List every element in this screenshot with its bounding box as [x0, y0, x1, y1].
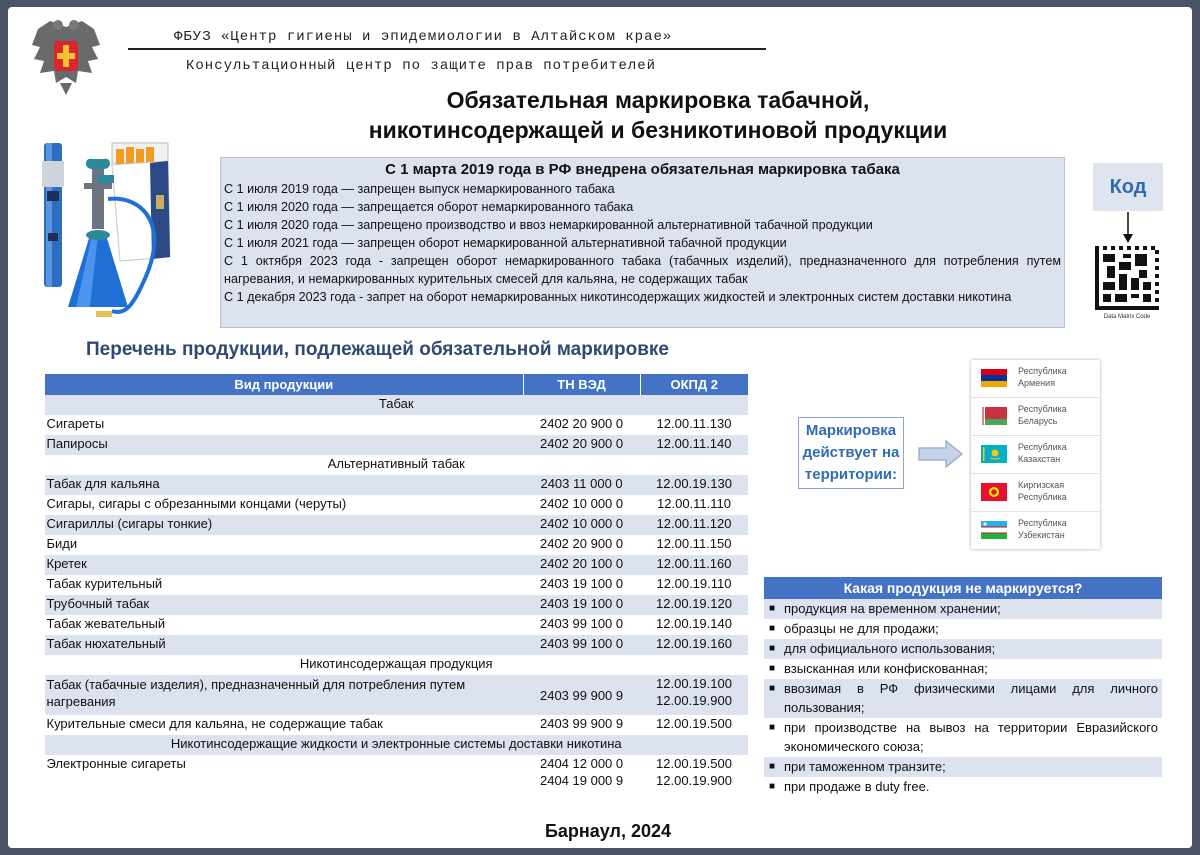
list-item-belarus — [971, 398, 1100, 436]
list-item-text: образцы не для продажи; — [784, 621, 939, 636]
page-title — [298, 85, 1018, 145]
tnved-code: 2402 20 900 0 — [539, 416, 624, 431]
datamatrix-caption: Data Matrix Code — [1103, 314, 1151, 320]
header-divider — [128, 48, 766, 50]
armenia-flag-icon — [981, 369, 1007, 387]
list-item-kazakhstan — [971, 436, 1100, 474]
okpd-code: 12.00.19.500 — [656, 756, 732, 771]
product-name: Кретек — [45, 555, 524, 575]
table-row — [45, 755, 749, 794]
okpd-code: 12.00.19.900 — [656, 773, 732, 788]
section-row — [45, 655, 749, 675]
timeline-heading: С 1 марта 2019 года в РФ внедрена обязательная маркировка табака — [385, 161, 900, 178]
list-item — [764, 757, 1162, 777]
okpd-code: 12.00.11.130 — [656, 416, 732, 431]
title-line-2: никотинсодержащей и безникотиновой продукции — [368, 117, 948, 143]
okpd-code: 12.00.19.140 — [656, 616, 732, 631]
list-item — [764, 599, 1162, 619]
footer-city-year: Барнаул, 2024 — [544, 821, 672, 841]
poster-sheet — [8, 7, 1192, 848]
tnved-code: 2403 11 000 0 — [523, 475, 640, 495]
section-label: Табак — [45, 395, 749, 415]
kazakhstan-flag-icon — [981, 445, 1007, 463]
list-item-kyrgyzstan — [971, 474, 1100, 512]
column-header-product: Вид продукции — [45, 374, 524, 395]
product-name: Сигареты — [46, 416, 105, 431]
okpd-code: 12.00.19.130 — [640, 475, 748, 495]
table-row — [45, 635, 749, 655]
okpd-code: 12.00.19.100 — [656, 676, 732, 691]
tnved-code: 2404 19 000 9 — [539, 773, 624, 788]
product-name: Электронные сигареты — [46, 756, 186, 771]
tnved-code: 2404 12 000 0 — [539, 756, 624, 771]
tnved-code-cell — [523, 755, 640, 794]
okpd-code-cell — [640, 675, 748, 715]
consultation-center-name: Консультационный центр по защите прав потребителей — [186, 58, 657, 74]
column-header-tnved: ТН ВЭД — [523, 374, 640, 395]
timeline-item: С 1 июля 2019 года — запрещен выпуск немаркированного табака — [224, 182, 615, 196]
list-item-text: ввозимая в РФ физическими лицами для личного пользования; — [784, 681, 1158, 715]
product-name: Табак курительный — [46, 576, 163, 591]
list-item-text: взысканная или конфискованная; — [784, 661, 988, 676]
product-name: Биди — [46, 536, 78, 551]
country-name: Республика Беларусь — [1018, 404, 1067, 426]
list-item-text: продукция на временном хранении; — [784, 601, 1001, 616]
product-list-title: Перечень продукции, подлежащей обязательной маркировке — [86, 339, 669, 360]
list-item — [764, 659, 1162, 679]
list-item-text: для официального использования; — [784, 641, 996, 656]
country-name: Республика Казахстан — [1018, 442, 1067, 464]
eaeu-countries-list — [971, 360, 1100, 549]
okpd-code: 12.00.19.900 — [656, 693, 732, 708]
product-name: Табак нюхательный — [45, 635, 524, 655]
tnved-code: 2402 20 900 0 — [539, 536, 624, 551]
list-item-uzbekistan — [971, 512, 1100, 549]
list-item-text: при таможенном транзите; — [784, 759, 946, 774]
organization-name: ФБУЗ «Центр гигиены и эпидемиологии в Алтайском крае» — [174, 29, 673, 45]
country-name: Киргизская Республика — [1018, 480, 1067, 502]
product-name: Сигариллы (сигары тонкие) — [45, 515, 524, 535]
country-name: Республика Армения — [1018, 366, 1067, 388]
timeline-item: С 1 октября 2023 года - запрещен оборот немаркированного табака (табачных изделий), предназначенного для потребления путем нагревания, и немаркированных курительных смесей для кальяна, не содержащих табак — [224, 254, 1061, 286]
timeline-item: С 1 июля 2020 года — запрещено производство и ввоз немаркированной альтернативной табачной продукции — [224, 218, 873, 232]
tobacco-products-illustration — [32, 135, 182, 323]
okpd-code: 12.00.11.150 — [656, 536, 732, 551]
tnved-code: 2403 19 100 0 — [523, 595, 640, 615]
timeline-item: С 1 июля 2021 года — запрещен оборот немаркированной альтернативной табачной продукции — [224, 236, 787, 250]
product-name: Табак для кальяна — [45, 475, 524, 495]
list-item — [764, 777, 1162, 797]
bullet-icon: ■ — [769, 722, 776, 733]
list-item — [764, 639, 1162, 659]
code-label: Код — [1093, 163, 1163, 211]
okpd-code: 12.00.19.120 — [640, 595, 748, 615]
uzbekistan-flag-icon — [981, 521, 1007, 539]
bullet-icon: ■ — [769, 603, 776, 614]
tnved-code: 2402 10 000 0 — [523, 515, 640, 535]
tnved-code: 2402 10 000 0 — [539, 496, 624, 511]
section-label: Никотинсодержащие жидкости и электронные системы доставки никотина — [45, 735, 749, 755]
bullet-icon: ■ — [769, 781, 776, 792]
table-row — [45, 555, 749, 575]
not-marked-heading: Какая продукция не маркируется? — [764, 577, 1162, 599]
table-row — [45, 575, 749, 595]
tnved-code: 2403 99 100 0 — [523, 635, 640, 655]
section-row — [45, 735, 749, 755]
marking-timeline-box — [220, 157, 1065, 328]
section-row — [45, 455, 749, 475]
list-item — [764, 679, 1162, 718]
column-header-okpd: ОКПД 2 — [640, 374, 748, 395]
list-item — [764, 619, 1162, 639]
list-item-text: при производстве на вывоз на территории Евразийского экономического союза; — [784, 720, 1158, 754]
country-name: Республика Узбекистан — [1018, 518, 1067, 540]
list-item-text: при продаже в duty free. — [784, 779, 930, 794]
bullet-icon: ■ — [769, 761, 776, 772]
kyrgyzstan-flag-icon — [981, 483, 1007, 501]
tnved-code: 2403 99 100 0 — [539, 616, 624, 631]
datamatrix-code-icon — [1095, 245, 1159, 311]
product-name: Табак жевательный — [46, 616, 166, 631]
table-header-row — [45, 374, 749, 395]
table-row — [45, 535, 749, 555]
product-name: Курительные смеси для кальяна, не содержащие табак — [46, 716, 383, 731]
down-arrow-icon — [1122, 212, 1134, 244]
table-row — [45, 415, 749, 435]
okpd-code: 12.00.11.120 — [640, 515, 748, 535]
bullet-icon: ■ — [769, 663, 776, 674]
list-item-armenia — [971, 360, 1100, 398]
okpd-code-cell — [640, 755, 748, 794]
bullet-icon: ■ — [769, 623, 776, 634]
okpd-code: 12.00.19.110 — [656, 576, 732, 591]
tnved-code: 2403 99 900 9 — [539, 716, 624, 731]
table-row — [45, 615, 749, 635]
bullet-icon: ■ — [769, 643, 776, 654]
okpd-code: 12.00.19.500 — [656, 716, 732, 731]
section-label: Никотинсодержащая продукция — [299, 656, 493, 671]
rospotrebnadzor-emblem-icon — [30, 17, 102, 99]
right-arrow-icon — [918, 439, 964, 469]
tnved-code: 2402 20 100 0 — [523, 555, 640, 575]
list-item — [764, 718, 1162, 757]
title-line-1: Обязательная маркировка табачной, — [446, 87, 870, 113]
section-label: Альтернативный табак — [327, 456, 465, 471]
okpd-code: 12.00.11.140 — [640, 435, 748, 455]
timeline-item: С 1 июля 2020 года — запрещается оборот немаркированного табака — [224, 200, 634, 214]
territory-box: Маркировка действует на территории: — [798, 417, 904, 489]
okpd-code: 12.00.11.160 — [640, 555, 748, 575]
table-row — [45, 475, 749, 495]
table-row — [45, 435, 749, 455]
belarus-flag-icon — [981, 407, 1007, 425]
bullet-icon: ■ — [769, 683, 776, 694]
section-row — [45, 395, 749, 415]
product-name: Табак (табачные изделия), предназначенный для потребления путем нагревания — [45, 675, 524, 715]
product-name: Папиросы — [45, 435, 524, 455]
table-row — [45, 595, 749, 615]
tnved-code: 2403 19 100 0 — [539, 576, 624, 591]
product-name: Сигары, сигары с обрезанными концами (черуты) — [46, 496, 347, 511]
table-row — [45, 715, 749, 735]
okpd-code: 12.00.19.160 — [640, 635, 748, 655]
not-marked-box — [764, 577, 1162, 797]
table-row — [45, 675, 749, 715]
timeline-item: С 1 декабря 2023 года - запрет на оборот немаркированных никотинсодержащих жидкостей и электронных систем доставки никотина — [224, 290, 1012, 304]
table-row — [45, 495, 749, 515]
tnved-code: 2402 20 900 0 — [523, 435, 640, 455]
okpd-code: 12.00.11.110 — [657, 496, 731, 511]
product-name: Трубочный табак — [45, 595, 524, 615]
table-row — [45, 515, 749, 535]
product-table — [44, 374, 748, 794]
tnved-code: 2403 99 900 9 — [523, 675, 640, 715]
